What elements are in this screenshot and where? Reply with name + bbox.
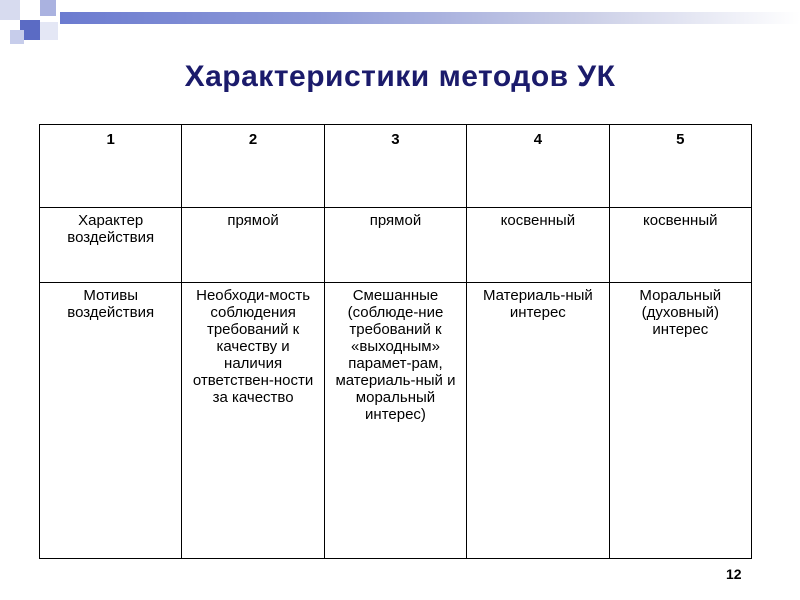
table-cell: Необходи-мость соблюдения требований к качеству и наличия ответствен-ности за качество: [182, 283, 324, 559]
table-row: [40, 283, 752, 559]
page-title: Характеристики методов УК: [184, 60, 616, 93]
header-cell: 1: [40, 125, 182, 208]
table-cell: Материаль-ный интерес: [467, 283, 609, 559]
page-number: 12: [726, 566, 742, 582]
table-cell: прямой: [182, 208, 324, 283]
table-cell: Моральный (духовный) интерес: [609, 283, 751, 559]
header-cell: 2: [182, 125, 324, 208]
table-cell: косвенный: [467, 208, 609, 283]
table-cell: Мотивы воздействия: [40, 283, 182, 559]
methods-table: [39, 124, 752, 559]
table-cell: Смешанные (соблюде-ние требований к «выходным» парамет-рам, материаль-ный и моральный интерес): [324, 283, 466, 559]
header-cell: 5: [609, 125, 751, 208]
table-cell: косвенный: [609, 208, 751, 283]
top-accent-bar: [60, 12, 800, 24]
table-header-row: [40, 125, 752, 208]
header-cell: 4: [467, 125, 609, 208]
table-cell: прямой: [324, 208, 466, 283]
table-cell: Характер воздействия: [40, 208, 182, 283]
header-cell: 3: [324, 125, 466, 208]
table-row: [40, 208, 752, 283]
